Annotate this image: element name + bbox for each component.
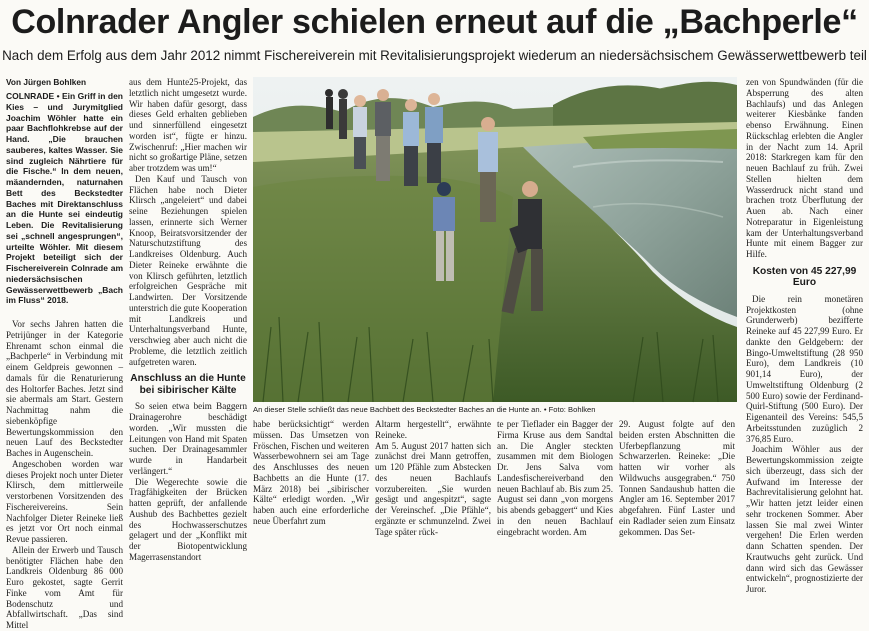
body-paragraph: Angeschoben worden war dieses Projekt noch unter Dieter Klirsch, dem mittlerweile verstorbenen Vorsitzenden des Fischereivereins. Sein Nachfolger Dieter Reineke ließ es jetzt vor Ort noch einmal Revue passieren. [6,458,123,544]
body-paragraph: So seien etwa beim Baggern Drainagerohre beschädigt worden. „Wir mussten die Leitungen von Hand mit Spaten suchen. Der Drainagesammler wurde in Handarbeit verlängert.“ [129,401,247,476]
article-column-4 [375,419,491,540]
photo-caption: An dieser Stelle schließt das neue Bachbett des Beckstedter Baches an die Hunte an. • Foto: Bohlken [253,405,596,414]
body-paragraph: Die rein monetären Projektkosten (ohne Grunderwerb) bezifferte Reineke auf 45 227,99 Euro. Er dankte den Geldgebern: der Bingo-Umweltstiftung (28 950 Euro), dem Landkreis (10 901,14 Euro), der Umweltstiftung Oldenburg (2 500 Euro) sowie der Ferdinand-Quirl-Stiftung (500 Euro). Der Eigenanteil des Vereins: 545,5 Arbeitsstunden zuzüglich 2 376,85 Euro. [746,293,863,444]
headline: Colnrader Angler schielen erneut auf die „Bachperle“ [11,3,858,41]
article-column-2 [129,77,247,562]
body-paragraph: Joachim Wöhler aus der Bewertungskommission zeigte sich überzeugt, dass sich der Aufwand im Interesse der Bachrevitalisierung gelohnt hat. „Wir hatten jetzt leider einen sehr trockenen Sommer. Aber lassen Sie mal zwei Winter vergehen! Die Erlen werden dann Schatten spenden. Der Krautwuchs geht zurück. Und dann wird sich das Gewässer entwickeln“, prognostizierte der Juror. [746,444,863,594]
article-column-3 [253,419,369,540]
body-paragraph: zen von Spundwänden (für die Absperrung des alten Bachlaufs) und das Anlegen weiterer Kiesbänke fanden ebenso Erwähnung. Einen Rückschlag erlebten die Angler in der Nacht zum 14. April 2018: Starkregen kam für den neuen Bachlauf zu früh. Zwei Stellen hielten dem Wasserdruck nicht stand und brachen trotz Überflutung der Auen ab. Nach einer Notreparatur in Eigenleistung kam der Unterhaltungsverband Hunte mit einem Bagger zur Hilfe. [746,77,863,259]
author-line: Von Jürgen Bohlken [6,77,87,87]
intertitle: Anschluss an die Hunte bei sibirischer Kälte [130,373,246,396]
article-column-7 [746,77,863,594]
article-photo [253,77,737,402]
body-paragraph: aus dem Hunte25-Projekt, das letztlich nicht umgesetzt wurde. Wir haben dafür gesorgt, dass dieses Geld erhalten geblieben und sinnerfüllend eingesetzt worden ist“, fügte er hinzu. Zwischenruf: „Hier machen wir nicht so großartige Pläne, setzen aber trotzdem was um!“ [129,77,247,173]
subheadline: Nach dem Erfolg aus dem Jahr 2012 nimmt Fischereiverein mit Revitalisierungsprojekt wiederum an niedersächsischem Gewässerwettbewerb teil [2,48,867,63]
body-paragraph: Allein der Erwerb und Tausch benötigter Flächen habe den Landkreis Oldenburg 86 000 Euro gekostet, sagte Gerrit Finke vom Amt für Bodenschutz und Abfallwirtschaft. „Das sind Mittel [6,544,123,630]
article-column-6 [619,419,735,540]
body-paragraph: Vor sechs Jahren hatten die Petrijünger in der Kategorie Ehrenamt schon einmal die „Bachperle“ in Verbindung mit einem Geldpreis gewonnen – damals für die Renaturierung des Holtorfer Baches. Jetzt sind sie abermals am Start. Gestern Nachmittag nahm die siebenköpfige Bewertungskommission den neuen Lauf des Beckstedter Baches in Augenschein. [6,319,123,458]
lead-paragraph: COLNRADE • Ein Griff in den Kies – und Jurymitglied Joachim Wöhler hatte ein paar Bachflohkrebse auf der Hand. „Die brauchen sauberes, kaltes Wasser. Sie sind zugleich Nährtiere für die Fische.“ In dem neuen, mäandernden, naturnahen Bett des Beckstedter Baches mit Direktanschluss an die Hunte sei eindeutig Leben. Die Revitalisierung sei „schnell angesprungen“, urteilte Wöhler. Mit diesem Projekt beteiligt sich der Fischereiverein Colnrade am niedersächsischen Gewässerwettbewerb „Bach im Fluss“ 2018. [6,91,123,306]
body-paragraph: Altarm hergestellt“, erwähnte Reineke. Am 5. August 2017 hatten sich zunächst drei Mann getroffen, um 120 Pfähle zum Abstecken des neuen Bachlaufs vorzubereiten. „Sie wurden gesägt und angespitzt“, sagte der Vereinschef. „Die Pfähle“, ergänzte er schmunzelnd. Zwei Tage später rück- [375,419,491,537]
intertitle-costs: Kosten von 45 227,99 Euro [752,265,857,289]
body-paragraph: Die Wegerechte sowie die Tragfähigkeiten der Brücken hatten geprüft, der anfallende Aushub des Bachbettes gezielt des Hochwasserschutzes gelagert und der „Konflikt mit der Biotopentwicklung Magerrasenstandort [129,476,247,562]
body-paragraph: 29. August folgte auf den beiden ersten Abschnitten die Uferbepflanzung mit Schwarzerlen. Reineke: „Die hatten wir vorher als Wildwuchs ausgegraben.“ 750 Tonnen Sandaushub hatten die Angler am 16. September 2017 abgefahren. Fünf Laster und ein Radlader seien zum Einsatz gekommen. Das Set- [619,419,735,537]
body-paragraph: habe berücksichtigt“ werden müssen. Das Umsetzen von Fröschen, Fischen und weiteren Wasserbewohnern sei am Tage des Anschlusses des neuen Bachbetts an die Hunte (17. März 2018) bei „sibirischer Kälte“ erledigt worden. „Wir haben auch eine erforderliche neue Überfahrt zum [253,419,369,526]
body-paragraph: te per Tieflader ein Bagger der Firma Kruse aus dem Sandtal an. Die Angler steckten zusammen mit dem Biologen Dr. Jens Salva vom Landesfischereiverband den neuen Bachlauf ab. Bis zum 25. August sei dann „von morgens bis abends gebaggert“ und Kies in den neuen Bachlauf eingebracht worden. Am [497,419,613,537]
article-column-1 [6,77,123,630]
body-paragraph: Den Kauf und Tausch von Flächen habe noch Dieter Klirsch „angeleiert“ und dabei seine Beziehungen spielen lassen, erinnerte sich Werner Knoop, Beiratsvorsitzender der Naturschutzstiftung des Landkreises Oldenburg. Auch Dieter Reineke erwähnte die von Klirsch geführten, letztlich erfolgreichen Gespräche mit Landwirten. Der Vorsitzende unterstrich die gute Kooperation mit Landkreis und Unterhaltungsverband Hunte, verschwieg aber auch nicht die Probleme, die letztlich zeitlich aufgetreten waren. [129,173,247,367]
article-column-5 [497,419,613,540]
